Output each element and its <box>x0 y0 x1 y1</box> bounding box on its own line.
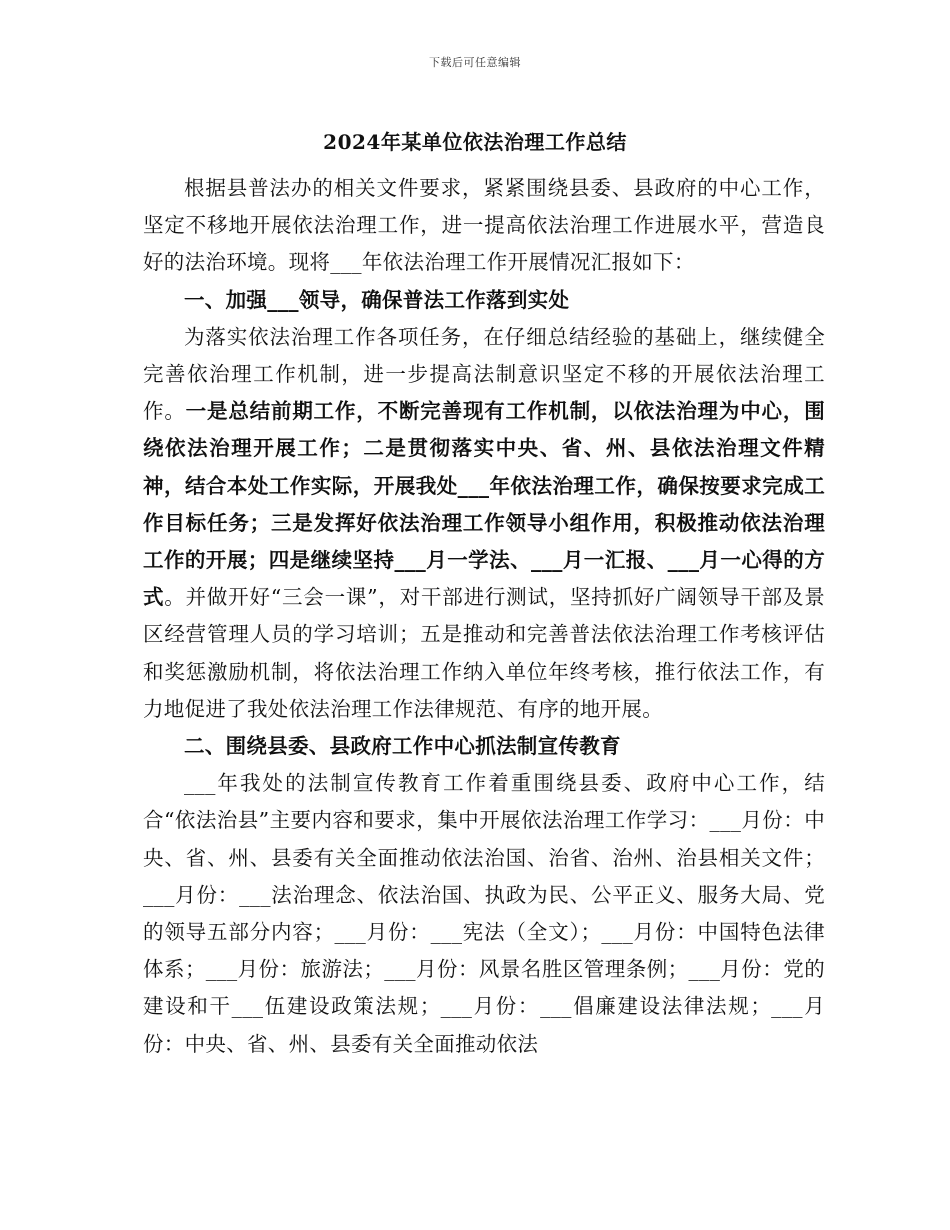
document-title: 2024年某单位依法治理工作总结 <box>323 130 627 154</box>
intro-paragraph: 根据县普法办的相关文件要求，紧紧围绕县委、县政府的中心工作，坚定不移地开展依法治理工作，进一提高依法治理工作进展水平，营造良好的法治环境。现将___年依法治理工作开展情况汇报如下： <box>143 176 825 275</box>
section-1-bold-text: 一是总结前期工作，不断完善现有工作机制，以依法治理为中心，围绕依法治理开展工作；二是贯彻落实中央、省、州、县依法治理文件精神，结合本处工作实际，开展我处___年依法治理工作，确保按要求完成工作目标任务；三是发挥好依法治理工作领导小组作用，积极推动依法治理工作的开展；四是继续坚持___月一学法、___月一汇报、___月一心得的方式 <box>143 399 826 610</box>
section-1-tail-text: 。并做开好“三会一课”，对干部进行测试，坚持抓好广阔领导干部及景区经营管理人员的学习培训；五是推动和完善普法依法治理工作考核评估和奖惩激励机制，将依法治理工作纳入单位年终考核，推行依法工作，有力地促进了我处依法治理工作法律规范、有序的地开展。 <box>143 585 825 721</box>
header-note: 下载后可任意编辑 <box>429 56 521 69</box>
document-body <box>143 170 825 1063</box>
section-1-heading: 一、加强___领导，确保普法工作落到实处 <box>184 287 570 312</box>
section-2-paragraph: ___年我处的法制宣传教育工作着重围绕县委、政府中心工作，结合“依法治县”主要内容和要求，集中开展依法治理工作学习：___月份：中央、省、州、县委有关全面推动依法治国、治省、治州、治县相关文件；___月份：___法治理念、依法治国、执政为民、公平正义、服务大局、党的领导五部分内容；___月份：___宪法（全文）；___月份：中国特色法律体系；___月份：旅游法；___月份：风景名胜区管理条例；___月份：党的建设和干___伍建设政策法规；___月份：___倡廉建设法律法规；___月份：中央、省、州、县委有关全面推动依法 <box>143 771 825 1056</box>
section-2-heading: 二、围绕县委、县政府工作中心抓法制宣传教育 <box>184 734 621 759</box>
section-1-paragraph <box>143 319 825 728</box>
section-1-plain-text: 为落实依法治理工作各项任务，在仔细总结经验的基础上，继续健全完善依治理工作机制，进一步提高法制意识坚定不移的开展依法治理工作。 <box>143 324 825 424</box>
